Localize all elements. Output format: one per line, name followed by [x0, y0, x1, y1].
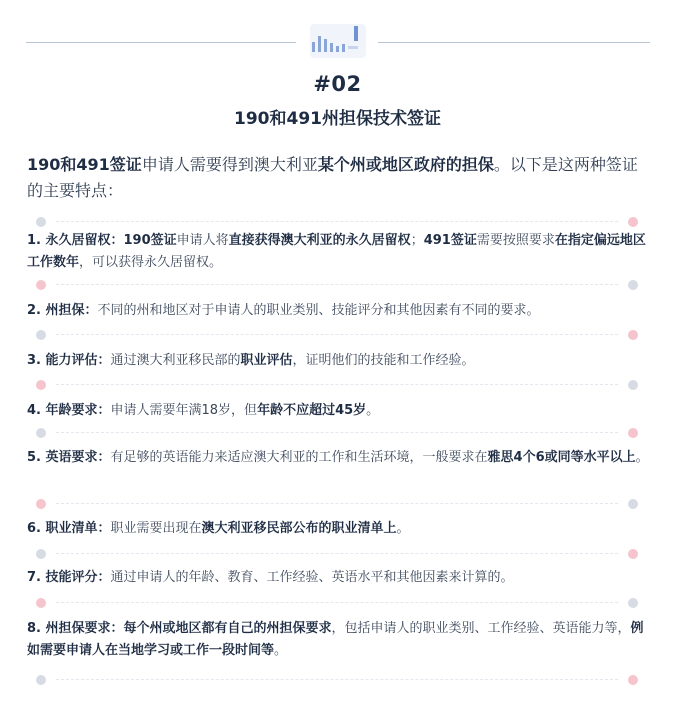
list-item-text: ，证明他们的技能和工作经验。: [292, 353, 475, 368]
list-item-emphasis: 190签证: [123, 233, 177, 248]
intro-paragraph: [27, 152, 651, 204]
list-item-label: 5. 英语要求：: [27, 450, 111, 465]
intro-bold-sponsor: 某个州或地区政府的担保: [317, 155, 494, 174]
list-item-label: 6. 职业清单：: [27, 521, 111, 536]
list-separator: [0, 670, 675, 690]
separator-dot-right: [628, 675, 638, 685]
separator-dot-left: [36, 499, 46, 509]
list-item-text: ，包括申请人的职业类别、工作经验、英语能力等，: [331, 621, 631, 636]
separator-line: [56, 334, 618, 335]
list-item-emphasis: 例如需要申请人在当地学习或工作一段时间等: [27, 621, 644, 658]
list-item-label: 2. 州担保：: [27, 303, 98, 318]
list-item: [27, 300, 649, 322]
list-item: [27, 230, 649, 274]
separator-line: [56, 384, 618, 385]
list-item-text: 通过申请人的年龄、教育、工作经验、英语水平和其他因素来计算的。: [110, 570, 514, 585]
separator-dot-right: [628, 499, 638, 509]
list-item-emphasis: 直接获得澳大利亚的永久居留权: [228, 233, 411, 248]
list-item-text: 。: [366, 403, 380, 418]
list-separator: [0, 423, 675, 443]
list-item-emphasis: 在指定偏远地区工作数年: [27, 233, 646, 270]
list-item-text: 。: [396, 521, 410, 536]
separator-line: [56, 602, 618, 603]
list-item-emphasis: 澳大利亚移民部公布的职业清单上: [201, 521, 397, 536]
separator-dot-left: [36, 428, 46, 438]
separator-line: [56, 221, 618, 222]
list-item: [27, 447, 649, 469]
section-header: [0, 0, 675, 130]
separator-dot-right: [628, 598, 638, 608]
list-item-label: 1. 永久居留权：: [27, 233, 124, 248]
separator-line: [56, 503, 618, 504]
list-item: [27, 618, 649, 662]
list-item-emphasis: 职业评估: [240, 353, 293, 368]
separator-dot-right: [628, 280, 638, 290]
list-item-emphasis: 年龄不应超过45岁: [257, 403, 367, 418]
list-item-text: 。: [635, 450, 649, 465]
list-item: [27, 567, 649, 589]
list-separator: [0, 544, 675, 564]
list-item-label: 7. 技能评分：: [27, 570, 111, 585]
list-item: [27, 350, 649, 372]
separator-line: [56, 679, 618, 680]
separator-dot-left: [36, 217, 46, 227]
intro-text-end: 。以下是这两种签证的主要特点：: [27, 155, 638, 200]
list-item-text: 需要按照要求: [476, 233, 555, 248]
list-item-emphasis: 雅思4个6或同等水平以上: [487, 450, 636, 465]
separator-dot-right: [628, 330, 638, 340]
list-item-text: 申请人将: [176, 233, 229, 248]
list-item-text: 。: [274, 643, 288, 658]
list-item: [27, 400, 649, 422]
list-separator: [0, 593, 675, 613]
list-item-text: ，可以获得永久居留权。: [79, 255, 223, 270]
header-rule-right: [378, 42, 650, 43]
separator-line: [56, 553, 618, 554]
list-item-label: 4. 年龄要求：: [27, 403, 111, 418]
separator-dot-left: [36, 549, 46, 559]
separator-dot-right: [628, 549, 638, 559]
intro-bold-visa: 190和491签证: [27, 155, 142, 174]
list-item-emphasis: 491签证: [423, 233, 477, 248]
separator-dot-left: [36, 380, 46, 390]
separator-line: [56, 284, 618, 285]
list-item-label: 3. 能力评估：: [27, 353, 111, 368]
list-item-text: 通过澳大利亚移民部的: [110, 353, 241, 368]
list-item: [27, 518, 649, 540]
list-separator: [0, 275, 675, 295]
list-item-text: 职业需要出现在: [110, 521, 202, 536]
header-rule-left: [26, 42, 296, 43]
list-item-label: 8. 州担保要求：: [27, 621, 124, 636]
separator-line: [56, 432, 618, 433]
list-separator: [0, 212, 675, 232]
list-item-text: 不同的州和地区对于申请人的职业类别、技能评分和其他因素有不同的要求。: [97, 303, 540, 318]
intro-text: 申请人需要得到澳大利亚: [141, 155, 318, 174]
list-separator: [0, 375, 675, 395]
bar-chart-icon: [304, 22, 372, 58]
list-item-text: 申请人需要年满18岁，但: [110, 403, 258, 418]
list-item-text: 有足够的英语能力来适应澳大利亚的工作和生活环境，一般要求在: [110, 450, 488, 465]
separator-dot-left: [36, 675, 46, 685]
list-item-emphasis: 每个州或地区都有自己的州担保要求: [123, 621, 332, 636]
separator-dot-right: [628, 428, 638, 438]
list-separator: [0, 325, 675, 345]
section-title: 190和491州担保技术签证: [234, 109, 441, 129]
list-item-text: ；: [410, 233, 424, 248]
list-separator: [0, 494, 675, 514]
section-number: #02: [313, 72, 362, 96]
separator-dot-left: [36, 280, 46, 290]
separator-dot-left: [36, 330, 46, 340]
separator-dot-right: [628, 217, 638, 227]
separator-dot-right: [628, 380, 638, 390]
separator-dot-left: [36, 598, 46, 608]
